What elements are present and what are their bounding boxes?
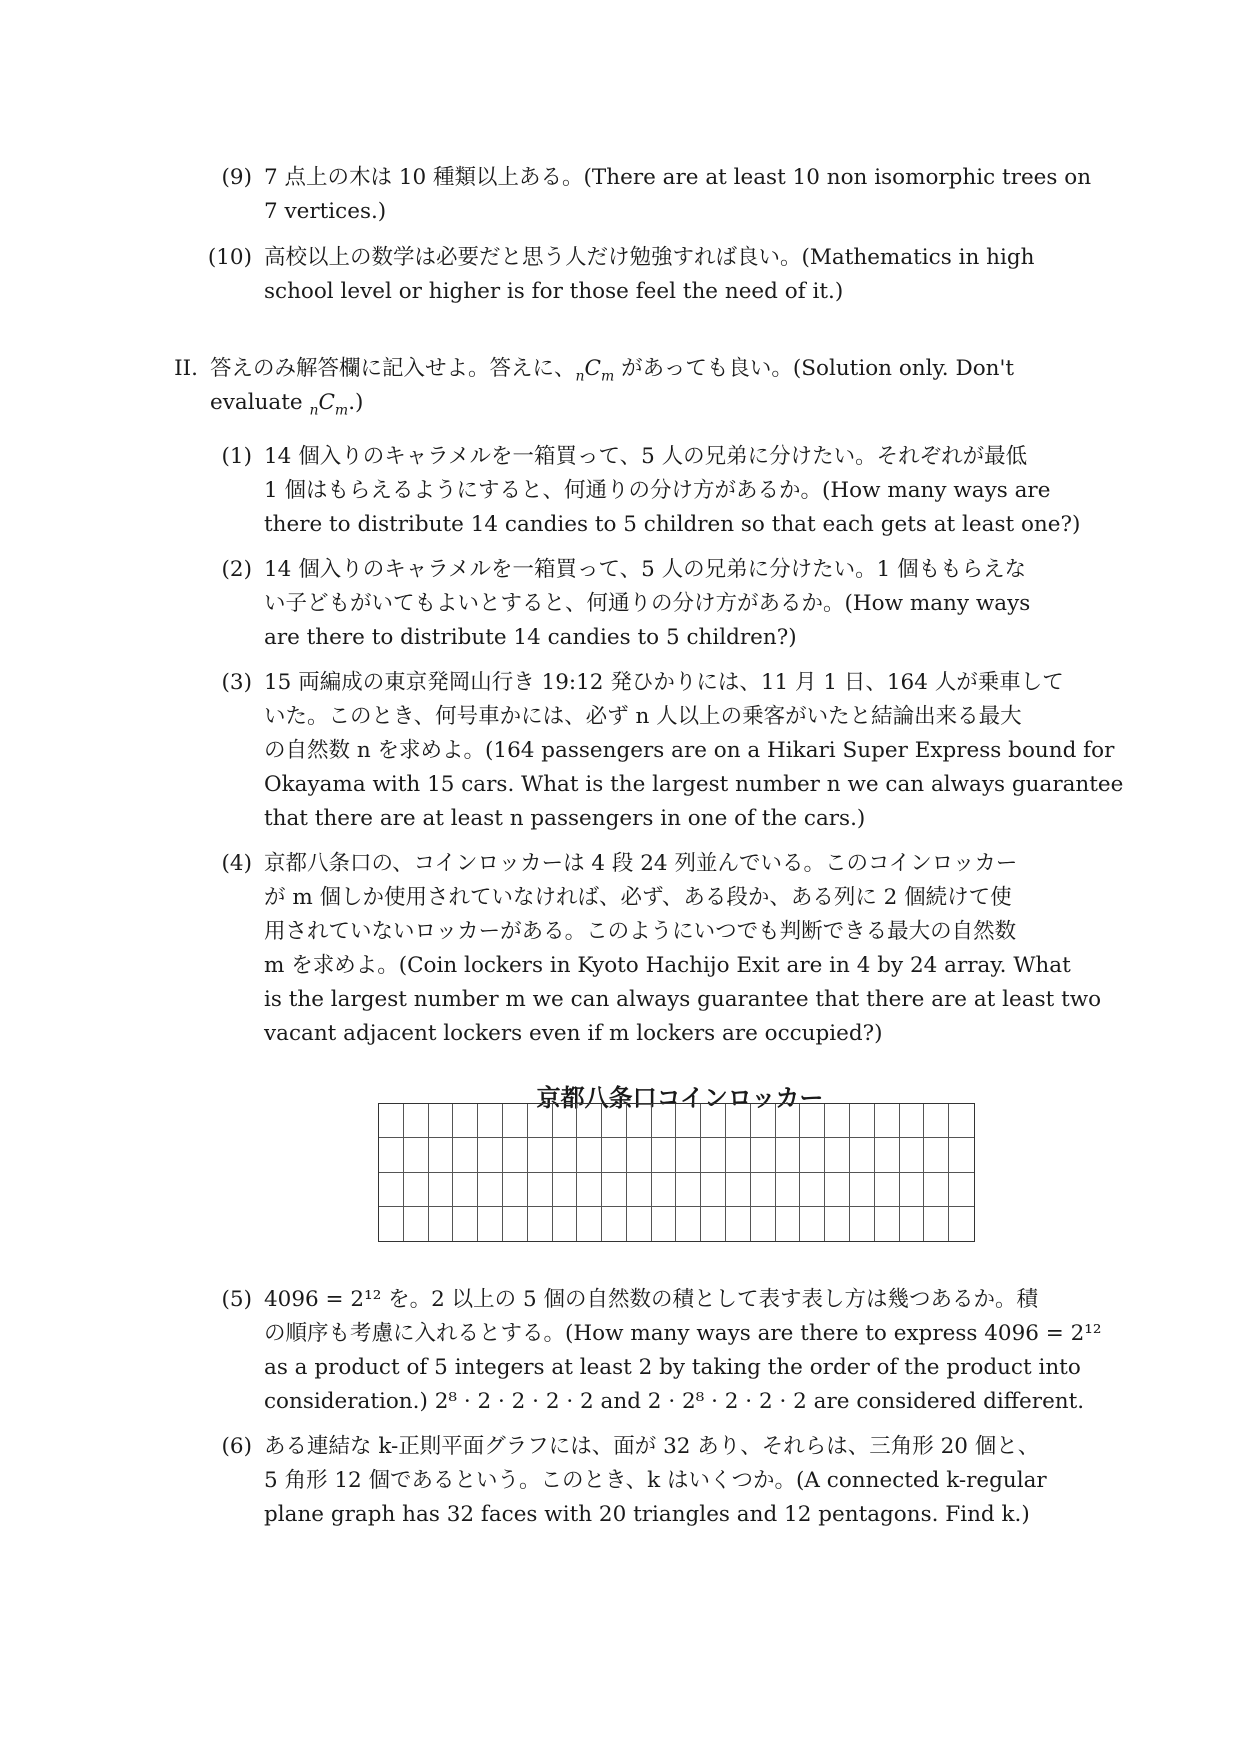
locker-cell bbox=[429, 1138, 454, 1172]
problem-text bbox=[264, 666, 1124, 836]
locker-cell bbox=[379, 1207, 404, 1241]
locker-cell bbox=[553, 1173, 578, 1207]
text-line: is the largest number m we can always guarantee that there are at least two bbox=[264, 987, 1102, 1012]
locker-cell bbox=[875, 1104, 900, 1138]
locker-cell bbox=[825, 1104, 850, 1138]
text-line: consideration.) 2⁸ · 2 · 2 · 2 · 2 and 2 · 2⁸ · 2 · 2 · 2 are considered different. bbox=[264, 1389, 1085, 1414]
locker-cell bbox=[404, 1104, 429, 1138]
locker-cell bbox=[776, 1173, 801, 1207]
locker-cell bbox=[577, 1173, 602, 1207]
locker-cell bbox=[726, 1173, 751, 1207]
text-line: 用されていないロッカーがある。このようにいつでも判断できる最大の自然数 bbox=[264, 919, 1017, 944]
locker-cell bbox=[652, 1207, 677, 1241]
locker-cell bbox=[875, 1138, 900, 1172]
problem-text bbox=[264, 553, 1102, 655]
locker-cell bbox=[800, 1173, 825, 1207]
text-line: school level or higher is for those feel the need of it.) bbox=[264, 279, 844, 304]
locker-cell bbox=[379, 1138, 404, 1172]
locker-cell bbox=[900, 1104, 925, 1138]
section-instructions bbox=[210, 352, 1102, 420]
locker-cell bbox=[404, 1207, 429, 1241]
problem-number: (2) bbox=[221, 557, 252, 582]
locker-cell bbox=[676, 1207, 701, 1241]
locker-cell bbox=[825, 1138, 850, 1172]
locker-cell bbox=[404, 1173, 429, 1207]
text-line: 7 点上の木は 10 種類以上ある。(There are at least 10 non isomorphic trees on bbox=[264, 165, 1092, 190]
locker-cell bbox=[453, 1207, 478, 1241]
problem-text bbox=[264, 1430, 1102, 1532]
locker-cell bbox=[875, 1173, 900, 1207]
locker-cell bbox=[900, 1207, 925, 1241]
locker-cell bbox=[900, 1173, 925, 1207]
problem-text bbox=[264, 440, 1102, 542]
locker-figure-title: 京都八条口コインロッカー bbox=[536, 1084, 824, 1112]
text-line: ある連結な k-正則平面グラフには、面が 32 あり、それらは、三角形 20 個と、 bbox=[264, 1434, 1040, 1459]
text-line: there to distribute 14 candies to 5 children so that each gets at least one?) bbox=[264, 512, 1081, 537]
text-line: vacant adjacent lockers even if m lockers are occupied?) bbox=[264, 1021, 883, 1046]
locker-cell bbox=[751, 1173, 776, 1207]
locker-cell bbox=[949, 1207, 974, 1241]
locker-cell bbox=[528, 1104, 553, 1138]
text-line: いた。このとき、何号車かには、必ず n 人以上の乗客がいたと結論出来る最大 bbox=[264, 704, 1022, 729]
text-line: m を求めよ。(Coin lockers in Kyoto Hachijo Exit are in 4 by 24 array. What bbox=[264, 953, 1071, 978]
locker-cell bbox=[379, 1104, 404, 1138]
locker-cell bbox=[825, 1207, 850, 1241]
locker-cell bbox=[503, 1138, 528, 1172]
locker-cell bbox=[528, 1207, 553, 1241]
text-line: are there to distribute 14 candies to 5 children?) bbox=[264, 625, 797, 650]
text-line: の自然数 n を求めよ。(164 passengers are on a Hikari Super Express bound for bbox=[264, 738, 1115, 763]
text-line: の順序も考慮に入れるとする。(How many ways are there to express 4096 = 2¹² bbox=[264, 1321, 1102, 1346]
locker-cell bbox=[726, 1104, 751, 1138]
locker-cell bbox=[776, 1104, 801, 1138]
locker-cell bbox=[652, 1138, 677, 1172]
locker-cell bbox=[701, 1207, 726, 1241]
locker-cell bbox=[627, 1104, 652, 1138]
locker-cell bbox=[949, 1173, 974, 1207]
text-line: 京都八条口の、コインロッカーは 4 段 24 列並んでいる。このコインロッカー bbox=[264, 851, 1018, 876]
locker-cell bbox=[949, 1138, 974, 1172]
text-line: 高校以上の数学は必要だと思う人だけ勉強すれば良い。(Mathematics in high bbox=[264, 245, 1035, 270]
text-line: 7 vertices.) bbox=[264, 199, 387, 224]
locker-cell bbox=[652, 1173, 677, 1207]
locker-cell bbox=[825, 1173, 850, 1207]
text-line: い子どもがいてもよいとすると、何通りの分け方があるか。(How many ways bbox=[264, 591, 1031, 616]
locker-cell bbox=[379, 1173, 404, 1207]
text-line: 答えのみ解答欄に記入せよ。答えに、$_nC_m$ があっても良い。(Solution only. Don't bbox=[210, 356, 1015, 385]
locker-cell bbox=[676, 1173, 701, 1207]
locker-cell bbox=[528, 1173, 553, 1207]
locker-cell bbox=[478, 1104, 503, 1138]
locker-cell bbox=[751, 1207, 776, 1241]
locker-cell bbox=[478, 1173, 503, 1207]
problem-text bbox=[264, 241, 1102, 309]
problem-number: (6) bbox=[221, 1434, 252, 1459]
locker-cell bbox=[800, 1207, 825, 1241]
text-line: 14 個入りのキャラメルを一箱買って、5 人の兄弟に分けたい。1 個ももらえな bbox=[264, 557, 1027, 582]
locker-cell bbox=[453, 1104, 478, 1138]
locker-cell bbox=[800, 1104, 825, 1138]
locker-cell bbox=[602, 1104, 627, 1138]
problem-number: (5) bbox=[221, 1287, 252, 1312]
locker-cell bbox=[924, 1104, 949, 1138]
problem-number: (10) bbox=[207, 245, 252, 270]
locker-cell bbox=[627, 1207, 652, 1241]
locker-cell bbox=[751, 1104, 776, 1138]
locker-cell bbox=[949, 1104, 974, 1138]
problem-number: (1) bbox=[221, 444, 252, 469]
locker-cell bbox=[503, 1104, 528, 1138]
locker-cell bbox=[404, 1138, 429, 1172]
text-line: 1 個はもらえるようにすると、何通りの分け方があるか。(How many ways are bbox=[264, 478, 1051, 503]
text-line: が m 個しか使用されていなければ、必ず、ある段か、ある列に 2 個続けて使 bbox=[264, 885, 1012, 910]
locker-cell bbox=[924, 1173, 949, 1207]
locker-cell bbox=[627, 1138, 652, 1172]
section-number: II. bbox=[174, 356, 198, 381]
text-line: 14 個入りのキャラメルを一箱買って、5 人の兄弟に分けたい。それぞれが最低 bbox=[264, 444, 1028, 469]
locker-cell bbox=[751, 1138, 776, 1172]
locker-cell bbox=[429, 1173, 454, 1207]
locker-cell bbox=[900, 1138, 925, 1172]
locker-cell bbox=[553, 1104, 578, 1138]
locker-cell bbox=[602, 1207, 627, 1241]
locker-cell bbox=[478, 1207, 503, 1241]
locker-cell bbox=[503, 1207, 528, 1241]
locker-cell bbox=[800, 1138, 825, 1172]
locker-cell bbox=[553, 1138, 578, 1172]
locker-cell bbox=[478, 1138, 503, 1172]
locker-cell bbox=[503, 1173, 528, 1207]
text-line: evaluate $_nC_m$.) bbox=[210, 390, 364, 419]
problem-number: (9) bbox=[221, 165, 252, 190]
locker-cell bbox=[924, 1138, 949, 1172]
locker-cell bbox=[701, 1104, 726, 1138]
text-line: 15 両編成の東京発岡山行き 19:12 発ひかりには、11 月 1 日、164 人が乗車して bbox=[264, 670, 1064, 695]
locker-cell bbox=[602, 1138, 627, 1172]
locker-cell bbox=[726, 1207, 751, 1241]
locker-cell bbox=[776, 1138, 801, 1172]
locker-cell bbox=[577, 1138, 602, 1172]
text-line: as a product of 5 integers at least 2 by taking the order of the product into bbox=[264, 1355, 1081, 1380]
locker-cell bbox=[850, 1104, 875, 1138]
locker-cell bbox=[429, 1207, 454, 1241]
locker-grid bbox=[378, 1103, 975, 1242]
locker-cell bbox=[577, 1207, 602, 1241]
locker-cell bbox=[875, 1207, 900, 1241]
text-line: Okayama with 15 cars. What is the largest number n we can always guarantee bbox=[264, 772, 1124, 797]
locker-cell bbox=[577, 1104, 602, 1138]
problem-number: (4) bbox=[221, 851, 252, 876]
problem-number: (3) bbox=[221, 670, 252, 695]
locker-cell bbox=[528, 1138, 553, 1172]
text-line: 4096 = 2¹² を。2 以上の 5 個の自然数の積として表す表し方は幾つあるか。積 bbox=[264, 1287, 1039, 1312]
locker-cell bbox=[850, 1207, 875, 1241]
text-line: 5 角形 12 個であるという。このとき、k はいくつか。(A connected k-regular bbox=[264, 1468, 1047, 1493]
text-line: that there are at least n passengers in one of the cars.) bbox=[264, 806, 866, 831]
locker-cell bbox=[726, 1138, 751, 1172]
locker-cell bbox=[453, 1173, 478, 1207]
locker-cell bbox=[429, 1104, 454, 1138]
problem-text bbox=[264, 161, 1102, 229]
locker-cell bbox=[652, 1104, 677, 1138]
locker-cell bbox=[701, 1173, 726, 1207]
locker-cell bbox=[924, 1207, 949, 1241]
locker-cell bbox=[676, 1138, 701, 1172]
locker-cell bbox=[627, 1173, 652, 1207]
problem-text bbox=[264, 1283, 1102, 1419]
locker-cell bbox=[850, 1173, 875, 1207]
locker-cell bbox=[453, 1138, 478, 1172]
locker-cell bbox=[602, 1173, 627, 1207]
locker-cell bbox=[776, 1207, 801, 1241]
locker-cell bbox=[850, 1138, 875, 1172]
problem-text bbox=[264, 847, 1102, 1051]
text-line: plane graph has 32 faces with 20 triangles and 12 pentagons. Find k.) bbox=[264, 1502, 1030, 1527]
locker-cell bbox=[553, 1207, 578, 1241]
locker-cell bbox=[701, 1138, 726, 1172]
locker-cell bbox=[676, 1104, 701, 1138]
